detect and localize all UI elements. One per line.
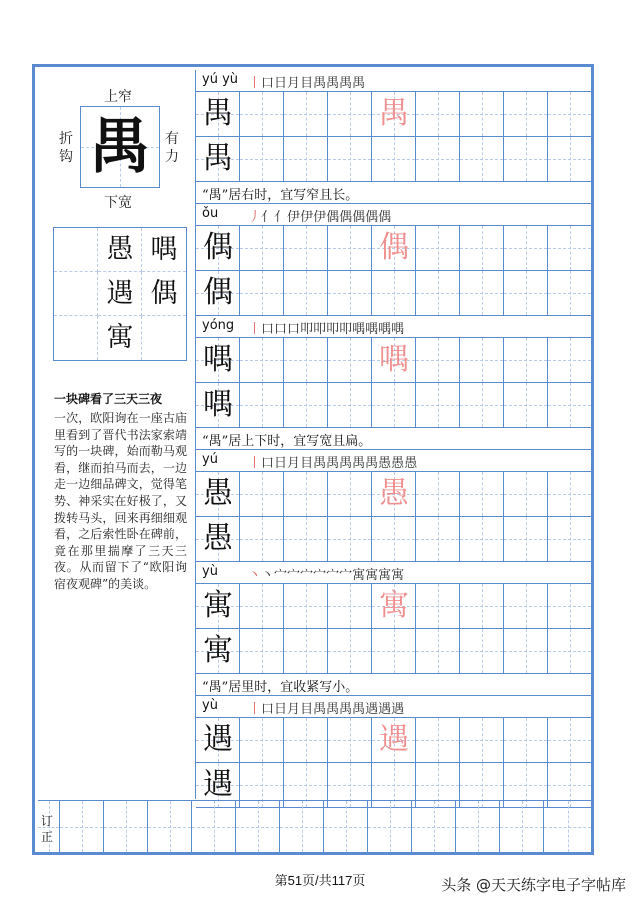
practice-row: [196, 718, 592, 763]
practice-cell[interactable]: [240, 629, 284, 673]
stroke-step: 伊: [313, 210, 327, 225]
practice-cell[interactable]: [548, 92, 592, 136]
correction-cell[interactable]: [192, 801, 236, 852]
stroke-step: 禺: [339, 76, 353, 91]
practice-cell[interactable]: [548, 584, 592, 628]
related-char: 偶: [150, 278, 178, 309]
bottom-hint: 下宽: [104, 195, 132, 211]
stroke-step: 禺: [352, 702, 366, 717]
pinyin-row: [196, 696, 592, 718]
pinyin-row: [196, 316, 592, 338]
practice-cell[interactable]: [372, 383, 416, 427]
practice-cell[interactable]: [460, 92, 504, 136]
mini-cell: [142, 316, 186, 360]
stroke-step: 宀: [274, 568, 288, 583]
trace-char: 遇: [379, 722, 409, 757]
practice-cell[interactable]: [284, 472, 328, 516]
mini-cell: [98, 228, 142, 272]
right-hint-2: 力: [165, 149, 179, 165]
practice-row: [196, 137, 592, 182]
practice-cell[interactable]: [328, 92, 372, 136]
mini-cell: [54, 228, 98, 272]
mini-cell: [142, 228, 186, 272]
practice-cell[interactable]: [240, 338, 284, 382]
stroke-step: 叩: [339, 322, 353, 337]
stroke-step: 偶: [378, 210, 392, 225]
practice-cell[interactable]: [372, 472, 416, 516]
stroke-order: [248, 564, 404, 583]
practice-row: [196, 629, 592, 674]
trace-char: 寓: [379, 588, 409, 623]
stroke-step: 禺: [365, 456, 379, 471]
stroke-step: 禺: [313, 702, 327, 717]
stroke-step: 叩: [300, 322, 314, 337]
pinyin-row: [196, 204, 592, 226]
practice-row: [196, 383, 592, 428]
practice-cell[interactable]: [328, 338, 372, 382]
stroke-order: [248, 318, 404, 337]
practice-cell[interactable]: [548, 137, 592, 181]
model-char: 寓: [203, 588, 233, 623]
practice-cell[interactable]: [284, 584, 328, 628]
correction-label: [39, 813, 55, 845]
correction-cell[interactable]: [500, 801, 544, 852]
practice-cell[interactable]: [416, 629, 460, 673]
stroke-step: 偶: [326, 210, 340, 225]
section-note-row: [196, 673, 592, 696]
practice-cell[interactable]: [460, 226, 504, 270]
practice-cell[interactable]: [416, 226, 460, 270]
practice-row: [196, 517, 592, 562]
practice-cell[interactable]: [416, 271, 460, 315]
practice-cell[interactable]: [196, 584, 240, 628]
stroke-step: 丶: [261, 568, 275, 583]
top-hint: 上窄: [104, 89, 132, 105]
practice-cell[interactable]: [196, 338, 240, 382]
correction-cell[interactable]: [412, 801, 456, 852]
related-char: 遇: [106, 278, 134, 309]
practice-cell[interactable]: [284, 271, 328, 315]
stroke-step: 亻: [274, 210, 288, 225]
practice-cell[interactable]: [416, 472, 460, 516]
stroke-step: 丨: [248, 702, 262, 717]
practice-cell[interactable]: [284, 383, 328, 427]
practice-cell[interactable]: [416, 383, 460, 427]
trace-char: 愚: [379, 476, 409, 511]
practice-cell[interactable]: [240, 584, 284, 628]
stroke-step: 口: [261, 322, 275, 337]
practice-cell[interactable]: [460, 718, 504, 762]
practice-cell[interactable]: [328, 584, 372, 628]
left-hint-1: 折: [59, 131, 73, 147]
right-hint-1: 有: [165, 131, 179, 147]
practice-cell[interactable]: [328, 137, 372, 181]
practice-cell[interactable]: [284, 226, 328, 270]
stroke-step: 叩: [326, 322, 340, 337]
practice-cell[interactable]: [504, 472, 548, 516]
stroke-step: 遇: [378, 702, 392, 717]
main-char: 禺: [90, 112, 150, 182]
stroke-step: 愚: [378, 456, 392, 471]
stroke-step: 喁: [391, 322, 405, 337]
pinyin-row: [196, 450, 592, 472]
correction-cell[interactable]: [148, 801, 192, 852]
practice-cell[interactable]: [504, 271, 548, 315]
left-column: [38, 70, 194, 799]
practice-cell[interactable]: [240, 383, 284, 427]
stroke-step: 月: [287, 76, 301, 91]
practice-cell[interactable]: [284, 92, 328, 136]
practice-cell[interactable]: [196, 472, 240, 516]
story-body: 一次，欧阳询在一座古庙里看到了晋代书法家索靖写的一块碑，始而勒马观看，继而拍马而去，一边走一边细品碑文，觉得笔势、神采实在好极了，又拨转马头，回来再细细观看，之后索性卧在碑前，竟在那里揣摩了三天三夜。从而留下了“欧阳询宿夜观碑”的美谈。: [54, 411, 187, 591]
stroke-step: 禺: [339, 702, 353, 717]
model-char: 遇: [203, 722, 233, 757]
practice-cell[interactable]: [240, 226, 284, 270]
stroke-step: 禺: [313, 456, 327, 471]
practice-cell[interactable]: [460, 137, 504, 181]
practice-cell[interactable]: [196, 137, 240, 181]
stroke-step: 喁: [352, 322, 366, 337]
practice-cell[interactable]: [504, 338, 548, 382]
practice-cell[interactable]: [284, 629, 328, 673]
practice-cell[interactable]: [196, 92, 240, 136]
right-hint: [164, 130, 180, 166]
watermark: 头条 @天天练字电子字帖库: [441, 876, 626, 894]
practice-cell[interactable]: [240, 271, 284, 315]
model-char: 偶: [203, 230, 233, 265]
stroke-step: 偶: [352, 210, 366, 225]
mini-cell: [54, 272, 98, 316]
practice-cell[interactable]: [504, 92, 548, 136]
model-char: 偶: [203, 275, 233, 310]
practice-cell[interactable]: [460, 517, 504, 561]
stroke-step: 愚: [391, 456, 405, 471]
practice-cell[interactable]: [284, 718, 328, 762]
stroke-step: 日: [274, 456, 288, 471]
trace-char: 偶: [379, 230, 409, 265]
practice-cell[interactable]: [372, 92, 416, 136]
practice-cell[interactable]: [548, 383, 592, 427]
model-char: 禺: [203, 141, 233, 176]
practice-cell[interactable]: [372, 137, 416, 181]
related-chars-grid: [53, 227, 187, 361]
practice-cell[interactable]: [328, 383, 372, 427]
stroke-step: 伊: [287, 210, 301, 225]
practice-cell[interactable]: [284, 517, 328, 561]
page-footer: 第51页/共117页: [274, 873, 366, 888]
pinyin-label: ǒu: [202, 206, 219, 221]
pinyin-label: yù: [202, 698, 218, 713]
practice-cell[interactable]: [196, 718, 240, 762]
main-char-box: [80, 106, 160, 188]
stroke-step: 亻: [261, 210, 275, 225]
model-char: 喁: [203, 387, 233, 422]
stroke-order: [248, 206, 391, 225]
correction-label-1: 订: [40, 814, 53, 828]
pinyin-label: yú: [202, 452, 218, 467]
practice-cell[interactable]: [548, 271, 592, 315]
practice-cell[interactable]: [328, 271, 372, 315]
stroke-step: 遇: [391, 702, 405, 717]
related-char: 愚: [106, 234, 134, 265]
practice-cell[interactable]: [240, 137, 284, 181]
pinyin-row: [196, 562, 592, 584]
practice-cell[interactable]: [548, 472, 592, 516]
model-char: 愚: [203, 476, 233, 511]
stroke-step: 愚: [404, 456, 418, 471]
model-char: 遇: [203, 767, 233, 802]
practice-cell[interactable]: [548, 718, 592, 762]
correction-cell[interactable]: [280, 801, 324, 852]
stroke-step: 叩: [313, 322, 327, 337]
stroke-step: 禺: [326, 702, 340, 717]
practice-column: [195, 70, 592, 802]
practice-cell[interactable]: [548, 517, 592, 561]
stroke-step: 丨: [248, 322, 262, 337]
practice-cell[interactable]: [460, 338, 504, 382]
practice-cell[interactable]: [240, 472, 284, 516]
practice-row: [196, 92, 592, 137]
practice-cell[interactable]: [328, 472, 372, 516]
practice-cell[interactable]: [328, 226, 372, 270]
mini-cell: [98, 316, 142, 360]
correction-row: [38, 800, 591, 853]
stroke-step: 口: [261, 76, 275, 91]
stroke-step: 月: [287, 456, 301, 471]
stroke-step: 偶: [365, 210, 379, 225]
stroke-order: [248, 698, 404, 717]
model-char: 寓: [203, 633, 233, 668]
practice-cell[interactable]: [372, 226, 416, 270]
practice-cell[interactable]: [372, 271, 416, 315]
stroke-step: 目: [300, 456, 314, 471]
practice-cell[interactable]: [460, 271, 504, 315]
practice-cell[interactable]: [416, 338, 460, 382]
practice-row: [196, 584, 592, 629]
correction-cell[interactable]: [60, 801, 104, 852]
trace-char: 禺: [379, 96, 409, 131]
practice-cell[interactable]: [196, 517, 240, 561]
practice-cell[interactable]: [416, 137, 460, 181]
section-note-row: [196, 181, 592, 204]
correction-cell[interactable]: [456, 801, 500, 852]
stroke-step: 遇: [365, 702, 379, 717]
pinyin-label: yú yù: [202, 72, 238, 87]
stroke-step: 偶: [339, 210, 353, 225]
practice-row: [196, 338, 592, 383]
stroke-step: 日: [274, 702, 288, 717]
correction-label-2: 正: [40, 830, 53, 844]
stroke-step: 禺: [352, 456, 366, 471]
practice-cell[interactable]: [504, 517, 548, 561]
model-char: 喁: [203, 342, 233, 377]
practice-cell[interactable]: [328, 718, 372, 762]
practice-cell[interactable]: [240, 92, 284, 136]
correction-cell[interactable]: [544, 801, 591, 852]
stroke-step: 寓: [352, 568, 366, 583]
practice-cell[interactable]: [504, 584, 548, 628]
section-note: “禺”居上下时，宜写宽且扁。: [202, 434, 372, 449]
practice-cell[interactable]: [504, 226, 548, 270]
stroke-step: 丶: [248, 568, 262, 583]
practice-cell[interactable]: [196, 763, 240, 807]
stroke-step: 伊: [300, 210, 314, 225]
stroke-order: [248, 452, 417, 471]
practice-cell[interactable]: [372, 338, 416, 382]
pinyin-label: yóng: [202, 318, 235, 333]
stroke-step: 口: [261, 702, 275, 717]
practice-cell[interactable]: [548, 629, 592, 673]
stroke-step: 丿: [248, 210, 262, 225]
practice-cell[interactable]: [504, 137, 548, 181]
practice-cell[interactable]: [416, 584, 460, 628]
stroke-step: 口: [287, 322, 301, 337]
model-char: 禺: [203, 96, 233, 131]
section-note: “禺”居右时，宜写窄且长。: [202, 188, 359, 203]
stroke-step: 宀: [313, 568, 327, 583]
stroke-step: 喁: [365, 322, 379, 337]
practice-cell[interactable]: [416, 92, 460, 136]
stroke-step: 月: [287, 702, 301, 717]
mini-cell: [98, 272, 142, 316]
practice-cell[interactable]: [460, 472, 504, 516]
stroke-step: 禺: [339, 456, 353, 471]
stroke-step: 目: [300, 702, 314, 717]
correction-cell[interactable]: [324, 801, 368, 852]
practice-cell[interactable]: [284, 338, 328, 382]
practice-cell[interactable]: [416, 517, 460, 561]
stroke-step: 寓: [365, 568, 379, 583]
model-char: 愚: [203, 521, 233, 556]
practice-cell[interactable]: [504, 718, 548, 762]
practice-cell[interactable]: [196, 629, 240, 673]
pinyin-label: yù: [202, 564, 218, 579]
practice-cell[interactable]: [196, 226, 240, 270]
left-hint: [58, 130, 74, 166]
practice-cell[interactable]: [240, 718, 284, 762]
practice-cell[interactable]: [504, 629, 548, 673]
stroke-step: 目: [300, 76, 314, 91]
related-char: 喁: [150, 234, 178, 265]
stroke-step: 宀: [300, 568, 314, 583]
section-note: “禺”居里时，宜收紧写小。: [202, 680, 359, 695]
practice-cell[interactable]: [372, 517, 416, 561]
stroke-step: 口: [261, 456, 275, 471]
correction-cell[interactable]: [368, 801, 412, 852]
story-title: 一块碑看了三天三夜: [54, 392, 163, 406]
stroke-step: 禺: [313, 76, 327, 91]
stroke-step: 禺: [326, 456, 340, 471]
correction-cell[interactable]: [104, 801, 148, 852]
worksheet-frame: [32, 64, 594, 855]
practice-cell[interactable]: [460, 383, 504, 427]
correction-cell[interactable]: [236, 801, 280, 852]
practice-cell[interactable]: [460, 584, 504, 628]
practice-cell[interactable]: [460, 629, 504, 673]
practice-cell[interactable]: [548, 226, 592, 270]
practice-cell[interactable]: [284, 137, 328, 181]
practice-cell[interactable]: [196, 383, 240, 427]
mini-cell: [142, 272, 186, 316]
stroke-step: 寓: [391, 568, 405, 583]
stroke-step: 宀: [326, 568, 340, 583]
practice-cell[interactable]: [372, 584, 416, 628]
practice-cell[interactable]: [504, 383, 548, 427]
stroke-step: 口: [274, 322, 288, 337]
practice-cell[interactable]: [240, 517, 284, 561]
practice-cell[interactable]: [372, 629, 416, 673]
practice-cell[interactable]: [372, 718, 416, 762]
practice-cell[interactable]: [196, 271, 240, 315]
stroke-order: [248, 72, 365, 91]
practice-cell[interactable]: [416, 718, 460, 762]
mini-cell: [54, 316, 98, 360]
stroke-step: 丨: [248, 76, 262, 91]
stroke-step: 禺: [352, 76, 366, 91]
stroke-step: 宀: [339, 568, 353, 583]
stroke-step: 禺: [326, 76, 340, 91]
practice-cell[interactable]: [328, 517, 372, 561]
practice-row: [196, 226, 592, 271]
practice-cell[interactable]: [548, 338, 592, 382]
stroke-step: 丨: [248, 456, 262, 471]
trace-char: 喁: [379, 342, 409, 377]
practice-cell[interactable]: [328, 629, 372, 673]
practice-row: [196, 271, 592, 316]
stroke-step: 日: [274, 76, 288, 91]
practice-row: [196, 472, 592, 517]
stroke-step: 寓: [378, 568, 392, 583]
stroke-step: 喁: [378, 322, 392, 337]
related-char: 寓: [106, 322, 134, 353]
left-hint-2: 钩: [59, 149, 73, 165]
section-note-row: [196, 427, 592, 450]
pinyin-row: [196, 70, 592, 92]
stroke-step: 宀: [287, 568, 301, 583]
